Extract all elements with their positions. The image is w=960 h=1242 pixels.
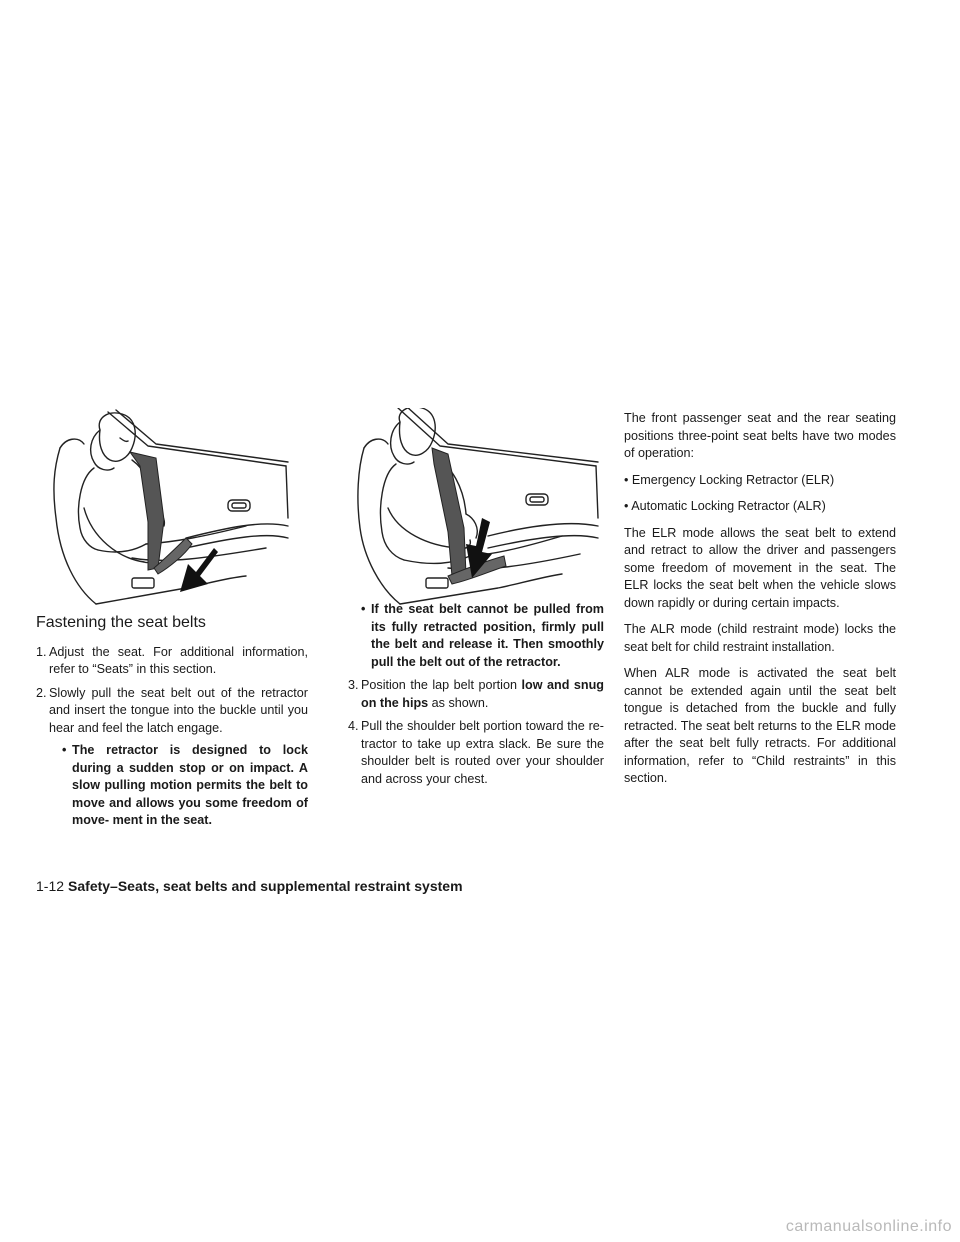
mode-alr: • Automatic Locking Retractor (ALR) bbox=[624, 499, 826, 513]
right-column bbox=[624, 410, 896, 797]
step-number: 4. bbox=[348, 719, 359, 733]
mode-elr: • Emergency Locking Retractor (ELR) bbox=[624, 472, 835, 487]
step-emphasis: low and snug on the hips bbox=[361, 678, 604, 710]
step-text: Position the lap belt portion bbox=[361, 678, 517, 692]
step-note bbox=[348, 601, 604, 671]
step-text: Adjust the seat. For additional information, refer to “Seats” in this section. bbox=[49, 644, 308, 676]
step-text: Pull the shoulder belt portion toward the re- tractor to take up extra slack. Be sure the shoulder belt is routed over your shoulder and across your chest. bbox=[361, 719, 604, 786]
section-title: Safety–Seats, seat belts and supplemental restraint system bbox=[68, 878, 463, 894]
note-text: If the seat belt cannot be pulled from its fully retracted position, firmly pull the belt and release it. Then smoothly pull the belt out of the retractor. bbox=[371, 602, 604, 669]
step-number: 2. bbox=[36, 685, 47, 700]
left-column bbox=[36, 614, 308, 836]
page-footer bbox=[36, 877, 463, 895]
step-3 bbox=[348, 677, 604, 712]
steps-list-continued bbox=[348, 677, 604, 788]
step-text: Slowly pull the seat belt out of the retractor and insert the tongue into the buckle until you hear and feel the latch engage. bbox=[49, 685, 308, 735]
note-text: The retractor is designed to lock during a sudden stop or on impact. A slow pulling motion permits the belt to move and allows you some freedom of move- ment in the seat. bbox=[72, 743, 308, 827]
seat-belt-illustration-lap bbox=[348, 408, 608, 608]
alr-activation: When ALR mode is activated the seat belt cannot be extended again until the seat belt tongue is detached from the buckle and fully retracted. The seat belt returns to the ELR mode after the seat belt fully retracts. For additional information, refer to “Child restraints” in this section. bbox=[624, 666, 896, 785]
step-1 bbox=[36, 644, 308, 679]
step-note bbox=[49, 742, 308, 830]
step-number: 3. bbox=[348, 678, 359, 692]
middle-column bbox=[348, 601, 604, 794]
bullet-icon: • bbox=[62, 743, 67, 757]
section-heading: Fastening the seat belts bbox=[36, 614, 206, 631]
step-number: 1. bbox=[36, 644, 47, 659]
step-text: as shown. bbox=[431, 695, 489, 710]
step-2 bbox=[36, 685, 308, 830]
elr-description: The ELR mode allows the seat belt to extend and retract to allow the driver and passengers some freedom of movement in the seat. The ELR locks the seat belt when the vehicle slows down rapidly or during certain impacts. bbox=[624, 525, 896, 610]
page-number: 1-12 bbox=[36, 878, 65, 894]
alr-description: The ALR mode (child restraint mode) locks the seat belt for child restraint installation. bbox=[624, 622, 896, 654]
steps-list bbox=[36, 644, 308, 830]
modes-intro: The front passenger seat and the rear seating positions three-point seat belts have two modes of operation: bbox=[624, 411, 896, 460]
step-4 bbox=[348, 718, 604, 788]
seat-belt-illustration-pull bbox=[36, 408, 296, 608]
watermark: carmanualsonline.info bbox=[785, 1218, 952, 1235]
bullet-icon: • bbox=[361, 602, 366, 616]
